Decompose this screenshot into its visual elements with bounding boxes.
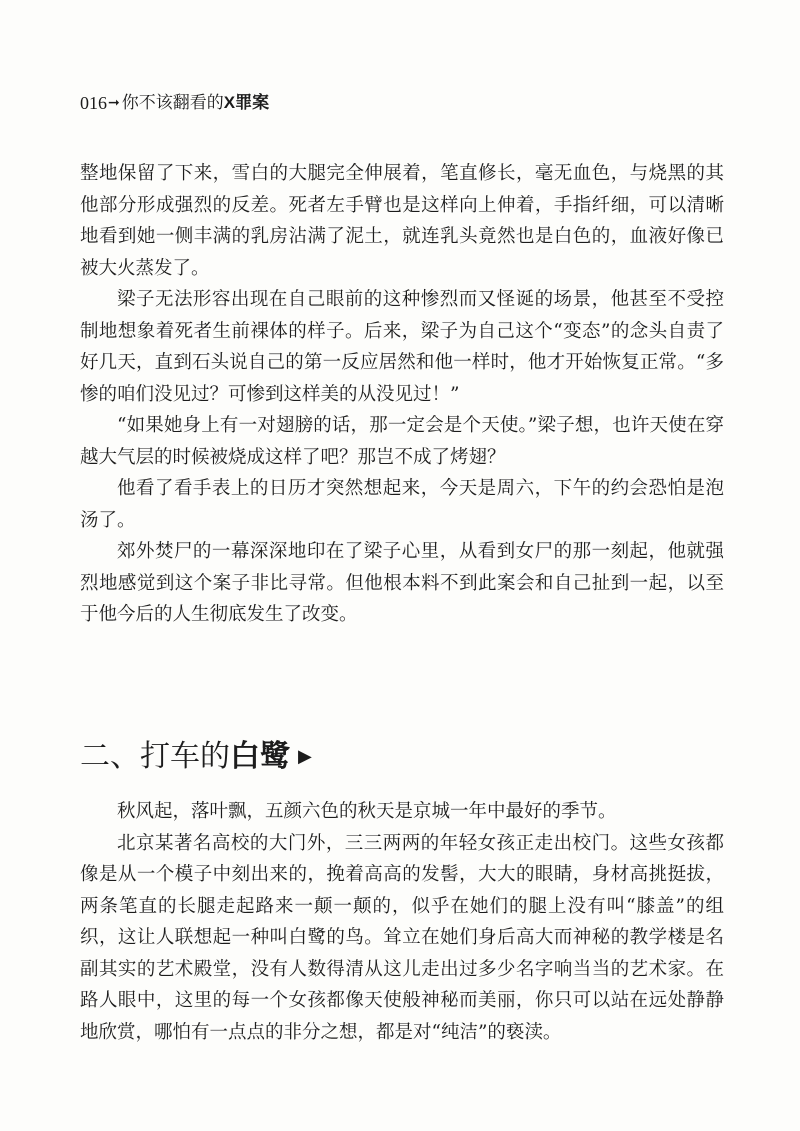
paragraph: 他看了看手表上的日历才突然想起来，今天是周六，下午的约会恐怕是泡汤了。: [80, 478, 724, 531]
arrow-icon: ➞: [108, 95, 120, 111]
book-title: 你不该翻看的: [121, 93, 224, 113]
triangle-marker-icon: ▶: [298, 746, 312, 767]
paragraph: 整地保留了下来，雪白的大腿完全伸展着，笔直修长，毫无血色，与烧黑的其他部分形成强烈的反差。死者左手臂也是这样向上伸着，手指纤细，可以清晰地看到她一侧丰满的乳房沾满了泥土，就连乳头竟然也是白色的，血液好像已被大火蒸发了。: [80, 163, 724, 279]
body-text-bottom: [80, 796, 724, 1048]
paragraph: 郊外焚尸的一幕深深地印在了梁子心里，从看到女尸的那一刻起，他就强烈地感觉到这个案子非比寻常。但他根本料不到此案会和自己扯到一起，以至于他今后的人生彻底发生了改变。: [80, 541, 724, 625]
running-header: [80, 92, 269, 114]
paragraph: 北京某著名高校的大门外，三三两两的年轻女孩正走出校门。这些女孩都像是从一个模子中刻出来的，挽着高高的发髻，大大的眼睛，身材高挑挺拔，两条笔直的长腿走起路来一颠一颠的，似乎在她们的腿上没有叫“膝盖”的组织，这让人联想起一种叫白鹭的鸟。耸立在她们身后高大而神秘的教学楼是名副其实的艺术殿堂，没有人数得清从这儿走出过多少名字响当当的艺术家。在路人眼中，这里的每一个女孩都像天使般神秘而美丽，你只可以站在远处静静地欣赏，哪怕有一点点的非分之想，都是对“纯洁”的亵渎。: [80, 832, 724, 1043]
section-heading: [80, 737, 312, 777]
book-title-emphasis: X罪案: [223, 93, 270, 112]
section-heading-plain: 二、打车的: [80, 739, 230, 774]
paragraph: 梁子无法形容出现在自己眼前的这种惨烈而又怪诞的场景，他甚至不受控制地想象着死者生前裸体的样子。后来，梁子为自己这个“变态”的念头自责了好几天，直到石头说自己的第一反应居然和他一样时，他才开始恢复正常。“多惨的咱们没见过？可惨到这样美的从没见过！”: [80, 289, 724, 405]
body-text-top: [80, 158, 724, 631]
section-heading-bold: 白鹭: [230, 739, 290, 774]
paragraph: 秋风起，落叶飘，五颜六色的秋天是京城一年中最好的季节。: [117, 801, 617, 822]
paragraph: “如果她身上有一对翅膀的话，那一定会是个天使。”梁子想，也许天使在穿越大气层的时候被烧成这样了吧？那岂不成了烤翅？: [80, 415, 724, 468]
page-number: 016: [80, 93, 107, 113]
